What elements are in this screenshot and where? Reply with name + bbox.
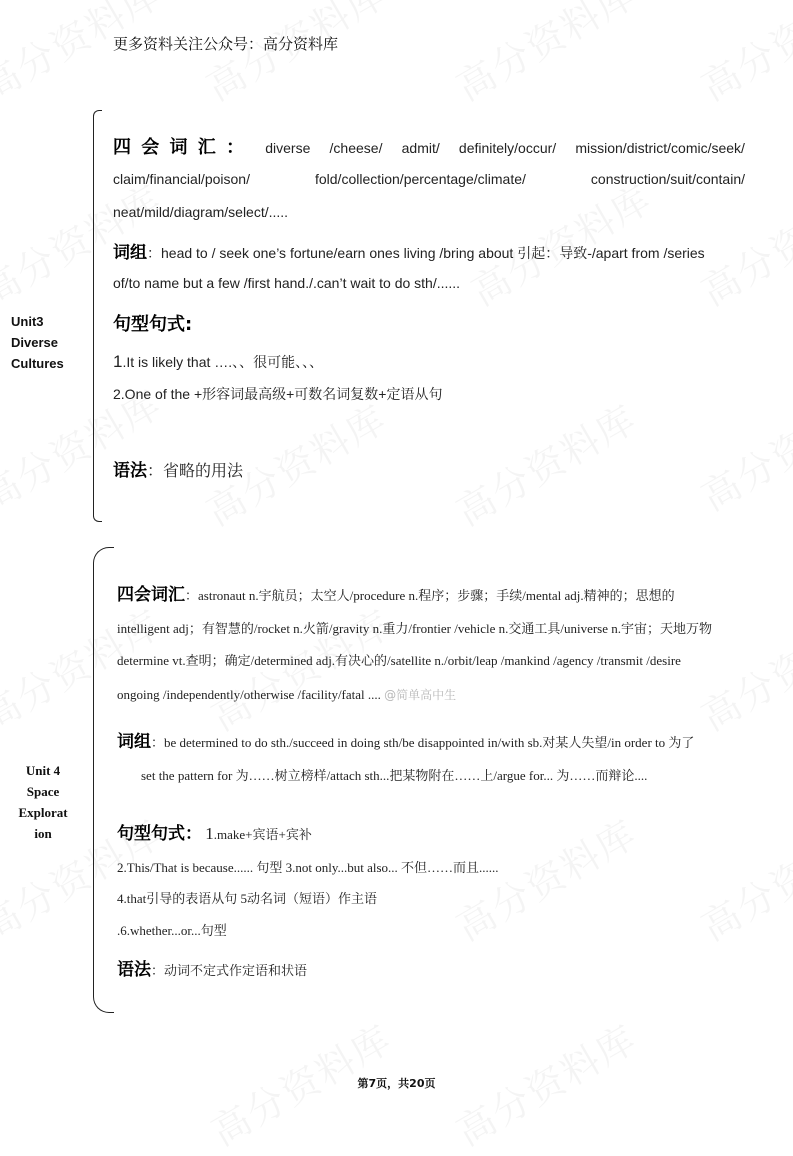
unit4-grammar: 语法：动词不定式作定语和状语 xyxy=(117,960,308,980)
unit3-vocab-line3: neat/mild/diagram/select/..... xyxy=(113,204,289,220)
unit4-label: Unit 4 Space Explorat ion xyxy=(18,763,68,841)
watermark xyxy=(445,0,646,111)
unit4-pattern-2: 2.This/That is because...... 句型 3.not only...but also... 不但……而且...... xyxy=(117,860,499,875)
watermark xyxy=(690,374,793,522)
watermark xyxy=(690,804,793,952)
unit4-vocab-line4: ongoing /independently/otherwise /facility/fatal .... @简单高中生 xyxy=(117,687,457,702)
unit3-vocab-line2: claim/financial/poison/ fold/collection/percentage/climate/ construction/suit/contain/ xyxy=(113,171,745,187)
watermark xyxy=(445,804,646,952)
unit3-label: Unit3 Diverse Cultures xyxy=(11,314,64,371)
source-watermark: @简单高中生 xyxy=(384,688,457,702)
unit4-pattern-3: 4.that引导的表语从句 5动名词（短语）作主语 xyxy=(117,891,377,906)
unit4-vocab-line2: intelligent adj；有智慧的/rocket n.火箭/gravity n.重力/frontier /vehicle n.交通工具/universe n.宇宙；天地万物 xyxy=(117,621,713,636)
watermark xyxy=(690,0,793,111)
watermark xyxy=(445,389,646,537)
unit3-pattern-1: 1.It is likely that ….、、很可能、、、 xyxy=(113,352,324,371)
unit3-grammar: 语法：省略的用法 xyxy=(113,461,244,481)
watermark xyxy=(690,594,793,742)
unit3-phrase-line2: of/to name but a few /first hand./.can’t wait to do sth/...... xyxy=(113,275,461,291)
watermark xyxy=(690,169,793,317)
unit4-pattern-4: .6.whether...or...句型 xyxy=(117,923,227,938)
unit3-pattern-heading: 句型句式: xyxy=(113,314,193,335)
unit4-phrase-line2: set the pattern for 为……树立榜样/attach sth...把某物附在……上/argue for... 为……而辩论.... xyxy=(141,768,648,783)
watermark xyxy=(0,0,170,111)
unit4-vocab-line3: determine vt.查明；确定/determined adj.有决心的/satellite n./orbit/leap /mankind /agency /transmit /desire xyxy=(117,653,681,668)
unit3-phrase-line1: 词组：head to / seek one’s fortune/earn ones living /bring about 引起：导致-/apart from /series xyxy=(113,243,705,263)
watermark xyxy=(195,0,396,111)
unit4-phrase-line1: 词组：be determined to do sth./succeed in doing sth/be disappointed in/with sb.对某人失望/in order to 为了 xyxy=(117,732,695,752)
page-number: 第7页，共20页 xyxy=(357,1077,436,1090)
unit4-pattern-heading: 句型句式： 1.make+宾语+宾补 xyxy=(117,824,312,844)
unit4-bracket xyxy=(93,547,114,1013)
page-header: 更多资料关注公众号：高分资料库 xyxy=(113,35,339,53)
unit3-pattern-2: 2.One of the +形容词最高级+可数名词复数+定语从句 xyxy=(113,386,443,402)
unit3-vocab-line1: 四 会 词 汇 ： diverse /cheese/ admit/ definitely/occur/ mission/district/comic/seek/ xyxy=(113,137,745,158)
unit4-vocab-line1: 四会词汇：astronaut n.宇航员；太空人/procedure n.程序；步骤；手续/mental adj.精神的；思想的 xyxy=(117,585,675,605)
unit3-bracket xyxy=(93,110,102,522)
